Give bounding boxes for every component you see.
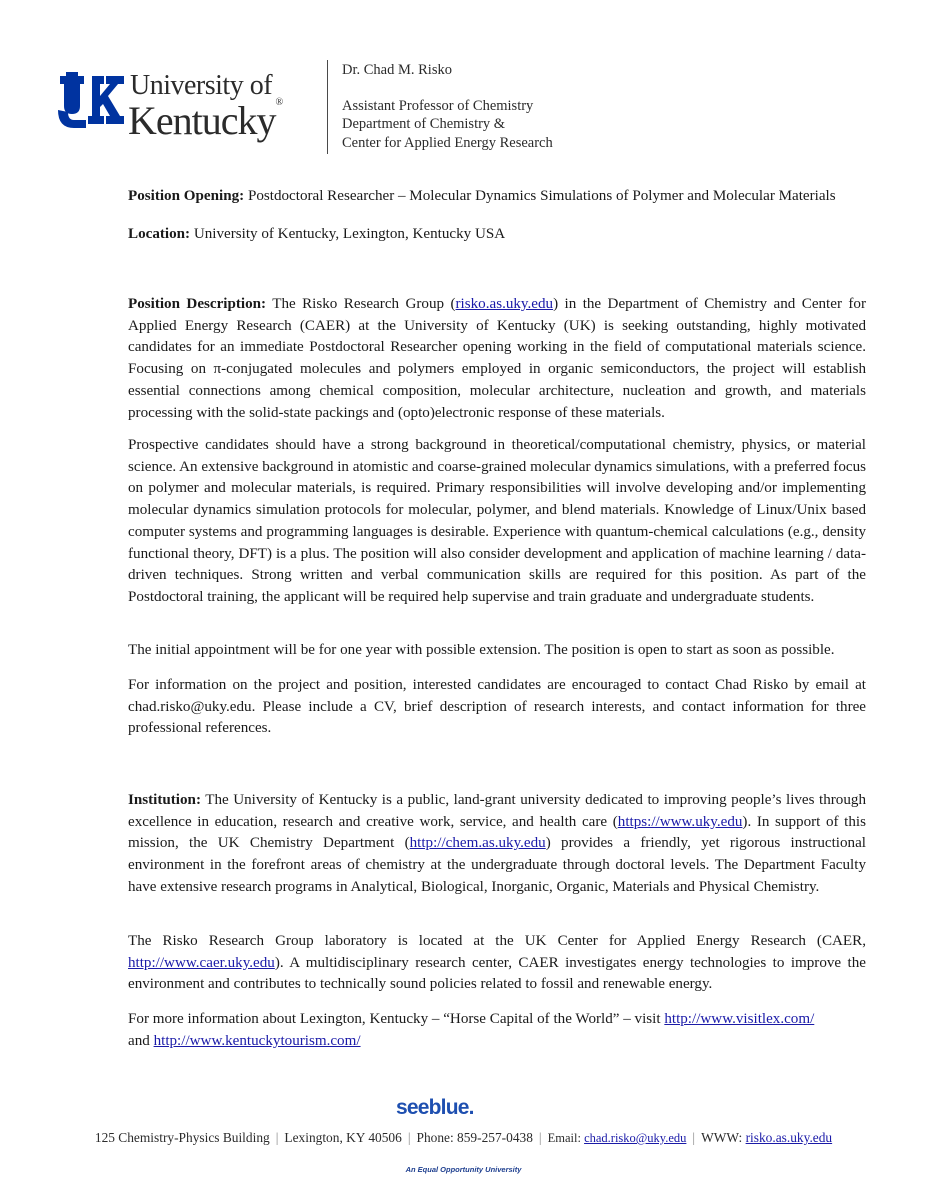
institution-paragraph-2 — [128, 931, 866, 996]
footer-separator: | — [538, 1130, 542, 1145]
chem-dept-link[interactable]: http://chem.as.uky.edu — [409, 835, 546, 852]
institution — [128, 790, 866, 899]
uky-link[interactable]: https://www.uky.edu — [617, 813, 743, 830]
institution-paragraph-1 — [128, 790, 866, 899]
footer-separator: | — [692, 1130, 696, 1145]
description-label: Position Description: — [128, 296, 267, 312]
location-label: Location: — [128, 226, 191, 242]
letterhead — [0, 0, 927, 170]
trademark-symbol: ® — [275, 97, 283, 108]
footer-city: Lexington, KY 40506 — [284, 1130, 402, 1145]
footer-address: 125 Chemistry-Physics Building — [94, 1130, 270, 1145]
caer-link[interactable]: http://www.caer.uky.edu — [128, 954, 275, 971]
sender-title-line-2: Department of Chemistry & — [342, 116, 506, 132]
lexington-info — [128, 1009, 866, 1052]
caer-text-b: ). A multidisciplinary research center, CAER investigates energy technologies to improve the environment and contributes to technically sound policies related to fossil and renewable energy. — [128, 954, 866, 993]
wordmark-line-1: University of — [130, 70, 273, 101]
description-text-b: ) in the Department of Chemistry and Center for Applied Energy Research (CAER) at the University of Kentucky (UK) is seeking outstanding, highly motivated candidates for an immediate Postdoctoral Researcher opening working in the field of computational materials science. Focusing on π-conjugated molecules and polymers employed in organic semiconductors, the project will establish essential connections among chemical composition, molecular architecture, nucleation and growth, and materials processing with the solid-state packings and (opto)electronic response of these materials. — [128, 296, 867, 421]
caer-text-a: The Risko Research Group laboratory is located at the UK Center for Applied Energy Research (CAER, — [128, 933, 866, 949]
sender-block — [342, 61, 553, 152]
footer-contact — [0, 1130, 927, 1146]
footer-email-label: Email: — [547, 1131, 585, 1145]
uk-logo-icon — [54, 70, 124, 132]
location — [128, 224, 866, 246]
institution-text-b: ). In support of this mission, the UK Chemistry Department ( — [128, 813, 866, 852]
position-text: Postdoctoral Researcher – Molecular Dynamics Simulations of Polymer and Molecular Materials — [244, 188, 836, 204]
wordmark-kentucky: Kentucky — [128, 98, 276, 143]
qualifications — [128, 435, 866, 609]
description-paragraph-2: Prospective candidates should have a strong background in theoretical/computational chemistry, physics, or material science. An extensive background in atomistic and coarse-grained molecular dynamics simulations, with a preferred focus on polymer and molecular materials, is required. Primary responsibilities will involve developing and/or implementing molecular dynamics simulation protocols for molecular, polymer, and blend materials. Knowledge of Linux/Unix based computer systems and programming languages is desirable. Experience with quantum-chemical calculations (e.g., density functional theory, DFT) is a plus. The position will also consider development and application of machine learning / data-driven techniques. Strong written and verbal communication skills are required for this position. As part of the Postdoctoral training, the applicant will be required help supervise and train graduate and undergraduate students. — [128, 437, 866, 605]
footer-phone: Phone: 859-257-0438 — [416, 1130, 533, 1145]
footer-email-link[interactable]: chad.risko@uky.edu — [584, 1131, 687, 1145]
visitlex-link[interactable]: http://www.visitlex.com/ — [664, 1011, 815, 1027]
footer-separator: | — [407, 1130, 411, 1145]
position-opening — [128, 186, 866, 208]
position-description — [128, 294, 866, 424]
institution-text-a: The University of Kentucky is a public, land-grant university dedicated to improving people’s lives through excellence in education, research and creative work, service, and health care ( — [128, 792, 866, 830]
description-text-a: The Risko Research Group ( — [266, 296, 456, 312]
kentuckytourism-link[interactable]: http://www.kentuckytourism.com/ — [153, 1032, 361, 1049]
location-text: University of Kentucky, Lexington, Kentucky USA — [190, 226, 506, 242]
footer-www-label: WWW: — [701, 1130, 746, 1145]
lexington-text-a: For more information about Lexington, Kentucky – “Horse Capital of the World” – visit — [128, 1011, 665, 1027]
and-text: and — [128, 1032, 154, 1049]
letterhead-divider — [327, 60, 328, 154]
university-logo — [54, 70, 316, 143]
footer-separator: | — [275, 1130, 279, 1145]
footer-www-link[interactable]: risko.as.uky.edu — [745, 1130, 833, 1145]
caer-info — [128, 931, 866, 996]
wordmark-line-2 — [128, 97, 282, 144]
description-paragraph-4: For information on the project and position, interested candidates are encouraged to contact Chad Risko by email at chad.risko@uky.edu. Please include a CV, brief description of research interests, and contact information for three professional references. — [128, 677, 866, 737]
sender-name: Dr. Chad M. Risko — [342, 62, 452, 78]
description-paragraph-1 — [128, 294, 866, 424]
equal-opportunity-tagline: An Equal Opportunity University — [405, 1165, 522, 1174]
institution-text-c: ) provides a friendly, yet rigorous instructional environment in the forefront areas of chemistry at the undergraduate through doctoral levels. The Department Faculty have extensive research programs in Analytical, Biological, Inorganic, Organic, Materials and Physical Chemistry. — [128, 835, 866, 895]
appointment — [128, 640, 866, 662]
institution-paragraph-3 — [128, 1009, 866, 1052]
seeblue-logo: seeblue. — [396, 1096, 474, 1119]
contact-info — [128, 675, 866, 740]
position-label: Position Opening: — [128, 188, 245, 204]
sender-title-line-1: Assistant Professor of Chemistry — [342, 97, 534, 114]
description-paragraph-3: The initial appointment will be for one year with possible extension. The position is open to start as soon as possible. — [128, 642, 835, 658]
risko-group-link[interactable]: risko.as.uky.edu — [455, 296, 554, 312]
sender-title-line-3: Center for Applied Energy Research — [342, 134, 553, 151]
institution-label: Institution: — [128, 792, 201, 808]
